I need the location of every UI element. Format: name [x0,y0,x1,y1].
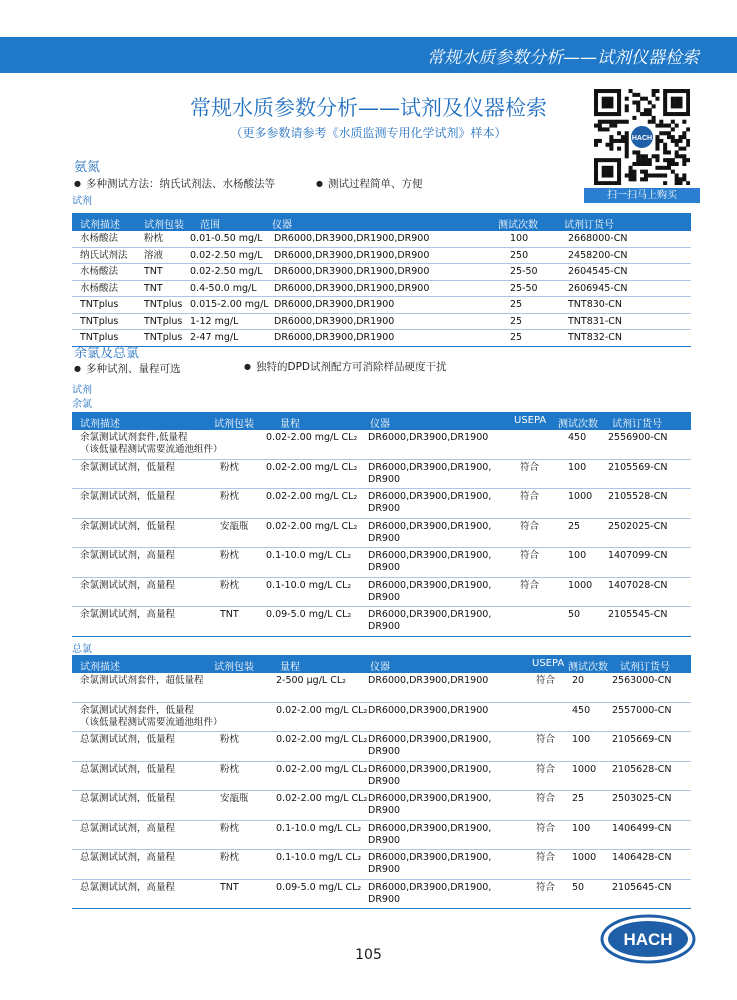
col-header: 量程 [280,419,300,430]
package-cell: 粉枕 [220,852,240,863]
table-cell: 2668000-CN [568,233,628,244]
order-number-cell: 1406428-CN [612,852,672,863]
test-count-cell: 100 [572,822,591,834]
instrument-cell-line2: DR900 [368,591,401,603]
table-row [72,673,691,702]
col-header: 测试次数 [568,662,608,673]
table-cell: 0.015-2.00 mg/L [190,299,269,310]
ammonia-section-title: 氨氮 [74,160,101,175]
table-row [72,313,691,330]
package-cell: TNT [220,609,239,620]
chlorine-bullet-2: ● 独特的DPD试剂配方可消除样品硬度干扰 [244,359,447,374]
test-count-cell: 100 [568,550,587,561]
instrument-cell: DR6000,DR3900,DR1900, [368,491,492,502]
instrument-cell-line2: DR900 [368,562,401,573]
reagent-note: （该低量程测试需要流通池组件） [80,716,223,728]
table-row [72,329,691,346]
package-cell: 粉枕 [220,579,240,591]
table-header [72,655,691,673]
range-cell: 0.02-2.00 mg/L CL₂ [266,432,358,443]
table-row [72,231,691,247]
logo-text: HACH [623,930,673,949]
table-cell: TNTplus [144,315,183,327]
range-cell: 0.09-5.0 mg/L CL₂ [266,609,352,620]
usepa-cell: 符合 [536,852,556,863]
range-cell: 0.02-2.00 mg/L CL₂ [276,763,368,775]
order-number-cell: 2105545-CN [608,609,668,620]
instrument-cell: DR6000,DR3900,DR1900, [368,550,492,561]
test-count-cell: 1000 [568,579,593,591]
test-count-cell: 100 [572,734,591,745]
table-cell: TNTplus [80,332,119,343]
instrument-cell: DR6000,DR3900,DR1900 [368,704,489,716]
order-number-cell: 2105528-CN [608,491,668,502]
test-count-cell: 450 [568,432,587,443]
table-cell: 100 [510,233,529,244]
order-number-cell: 2563000-CN [612,675,672,686]
table-cell: 2-47 mg/L [190,332,239,343]
reagent-description: 余氯测试试剂，低量程 [80,461,176,473]
order-number-cell: 2105569-CN [608,461,668,473]
table-row [72,247,691,264]
instrument-cell-line2: DR900 [368,473,401,485]
table-row [72,702,691,732]
table-cell: TNTplus [144,299,183,310]
col-header: 仪器 [370,419,390,430]
table-cell: 0.02-2.50 mg/L [190,249,263,261]
top-banner [0,37,737,73]
order-number-cell: 2557000-CN [612,704,672,716]
reagent-description: 总氯测试试剂，低量程 [80,734,176,745]
table-row [72,280,691,297]
reagent-description: 总氯测试试剂，低量程 [80,763,176,775]
col-header: 试剂描述 [80,662,120,673]
usepa-cell: 符合 [520,461,540,473]
table-cell: 水杨酸法 [80,282,119,294]
instrument-cell-line2: DR900 [368,864,401,875]
table-row [72,761,691,791]
ammonia-reagent-label: 试剂 [72,196,92,207]
range-cell: 0.02-2.00 mg/L CL₂ [266,520,358,532]
reagent-description: 余氯测试试剂，高量程 [80,550,176,561]
table-row [72,577,691,607]
instrument-cell-line2: DR900 [368,503,401,514]
range-cell: 0.02-2.00 mg/L CL₂ [276,704,368,716]
reagent-description: 总氯测试试剂，高量程 [80,822,176,834]
range-cell: 0.1-10.0 mg/L CL₂ [266,579,352,591]
table-row [72,790,691,820]
col-header: 测试次数 [498,220,538,231]
table-cell: 水杨酸法 [80,266,119,277]
instrument-cell: DR6000,DR3900,DR1900, [368,734,492,745]
test-count-cell: 25 [568,520,581,532]
instrument-cell-line2: DR900 [368,805,401,816]
instrument-cell: DR6000,DR3900,DR1900 [368,675,489,686]
reagent-description: 余氯测试试剂，高量程 [80,579,176,591]
table-row [72,430,691,459]
table-cell: TNT832-CN [568,332,623,343]
instrument-cell-line2: DR900 [368,621,401,632]
range-cell: 0.02-2.00 mg/L CL₂ [276,793,368,804]
col-header: 试剂包装 [214,419,254,430]
col-header: USEPA [514,415,547,426]
usepa-cell: 符合 [536,763,556,775]
table-row [72,488,691,518]
instrument-cell-line2: DR900 [368,834,401,846]
qr-logo-text: HACH [631,135,653,142]
table-cell: DR6000,DR3900,DR1900,DR900 [274,249,430,261]
instrument-cell-line2: DR900 [368,893,401,905]
col-header: USEPA [532,658,565,669]
order-number-cell: 2105628-CN [612,763,672,775]
table-cell: TNT [144,266,163,277]
order-number-cell: 1407028-CN [608,579,668,591]
ammonia-bullet-2: ● 测试过程简单、方便 [316,176,422,191]
table-cell: DR6000,DR3900,DR1900,DR900 [274,282,430,294]
reagent-note: （该低量程测试需要流通池组件） [80,444,223,455]
table-cell: 2606945-CN [568,282,628,294]
chlorine-reagent-label: 试剂 [72,385,92,396]
table-cell: 2458200-CN [568,249,628,261]
usepa-cell: 符合 [520,550,540,561]
chlorine-bullet-1: ● 多种试剂、量程可选 [74,361,180,376]
range-cell: 0.1-10.0 mg/L CL₂ [276,852,362,863]
reagent-description: 余氯测试试剂，低量程 [80,520,176,532]
order-number-cell: 2105645-CN [612,881,672,893]
table-row [72,879,691,909]
order-number-cell: 2502025-CN [608,520,668,532]
banner-title: 常规水质参数分析——试剂仪器检索 [427,48,699,68]
table-cell: 纳氏试剂法 [80,249,128,261]
instrument-cell-line2: DR900 [368,532,401,544]
test-count-cell: 50 [568,609,581,620]
package-cell: 粉枕 [220,822,240,834]
table-cell: DR6000,DR3900,DR1900,DR900 [274,233,430,244]
qr-caption: 扫一扫马上购买 [584,188,700,203]
col-header: 试剂订货号 [620,662,670,673]
test-count-cell: 450 [572,704,591,716]
usepa-cell: 符合 [536,675,556,686]
page-number: 105 [355,947,382,963]
table-row [72,459,691,489]
table-row [72,263,691,280]
col-header: 试剂描述 [80,220,120,231]
table-cell: 1-12 mg/L [190,315,239,327]
range-cell: 0.02-2.00 mg/L CL₂ [266,491,358,502]
free-chlorine-label: 余氯 [72,399,92,410]
range-cell: 0.09-5.0 mg/L CL₂ [276,881,362,893]
table-cell: DR6000,DR3900,DR1900 [274,332,395,343]
reagent-description: 余氯测试试剂，高量程 [80,609,176,620]
order-number-cell: 2105669-CN [612,734,672,745]
instrument-cell-line2: DR900 [368,746,401,757]
order-number-cell: 2503025-CN [612,793,672,804]
ammonia-bullet-1: ● 多种测试方法：纳氏试剂法、水杨酸法等 [74,176,275,191]
test-count-cell: 100 [568,461,587,473]
package-cell: TNT [220,881,239,893]
usepa-cell: 符合 [520,520,540,532]
reagent-description: 总氯测试试剂，高量程 [80,852,176,863]
test-count-cell: 25 [572,793,585,804]
table-cell: DR6000,DR3900,DR1900 [274,299,395,310]
reagent-description: 余氯测试试剂，低量程 [80,491,176,502]
col-header: 量程 [280,662,300,673]
usepa-cell: 符合 [536,822,556,834]
range-cell: 0.02-2.00 mg/L CL₂ [276,734,368,745]
package-cell: 粉枕 [220,763,240,775]
reagent-description: 余氯测试试剂套件，超低量程 [80,675,204,686]
order-number-cell: 1406499-CN [612,822,672,834]
table-cell: TNT830-CN [568,299,623,310]
table-cell: DR6000,DR3900,DR1900,DR900 [274,266,430,277]
table-cell: TNTplus [80,315,119,327]
range-cell: 0.02-2.00 mg/L CL₂ [266,461,358,473]
package-cell: 粉枕 [220,491,240,502]
test-count-cell: 1000 [572,763,597,775]
table-row [72,849,691,879]
total-chlorine-label: 总氯 [72,644,92,655]
col-header: 试剂包装 [144,220,184,231]
reagent-description: 总氯测试试剂，低量程 [80,793,176,804]
package-cell: 粉枕 [220,734,240,745]
test-count-cell: 1000 [572,852,597,863]
table-cell: 25 [510,332,523,343]
range-cell: 0.1-10.0 mg/L CL₂ [276,822,362,834]
order-number-cell: 2556900-CN [608,432,668,443]
table-cell: 25 [510,315,523,327]
table-row [72,820,691,850]
table-cell: DR6000,DR3900,DR1900 [274,315,395,327]
usepa-cell: 符合 [536,734,556,745]
table-cell: 250 [510,249,529,261]
usepa-cell: 符合 [520,491,540,502]
instrument-cell: DR6000,DR3900,DR1900, [368,852,492,863]
instrument-cell: DR6000,DR3900,DR1900, [368,579,492,591]
table-cell: 0.4-50.0 mg/L [190,282,257,294]
total-chlorine-table [72,655,691,909]
range-cell: 0.1-10.0 mg/L CL₂ [266,550,352,561]
package-cell: 安瓿瓶 [220,520,249,532]
table-row [72,296,691,313]
table-cell: TNT [144,282,163,294]
table-row [72,606,691,636]
hach-logo [600,914,696,964]
qr-code[interactable] [594,89,690,185]
instrument-cell: DR6000,DR3900,DR1900, [368,520,492,532]
table-row [72,547,691,577]
page-title: 常规水质参数分析——试剂及仪器检索 [190,96,547,120]
table-cell: TNTplus [144,332,183,343]
usepa-cell: 符合 [520,579,540,591]
table-cell: 0.02-2.50 mg/L [190,266,263,277]
test-count-cell: 1000 [568,491,593,502]
ammonia-table [72,213,691,347]
instrument-cell: DR6000,DR3900,DR1900, [368,881,492,893]
instrument-cell: DR6000,DR3900,DR1900, [368,822,492,834]
table-cell: 0.01-0.50 mg/L [190,233,263,244]
col-header: 范围 [200,220,220,231]
instrument-cell: DR6000,DR3900,DR1900, [368,609,492,620]
col-header: 仪器 [370,662,390,673]
package-cell: 粉枕 [220,550,240,561]
col-header: 试剂包装 [214,662,254,673]
table-header [72,412,691,430]
col-header: 测试次数 [558,419,598,430]
table-cell: 25-50 [510,266,538,277]
table-cell: 2604545-CN [568,266,628,277]
col-header: 试剂描述 [80,419,120,430]
col-header: 试剂订货号 [612,419,662,430]
instrument-cell: DR6000,DR3900,DR1900 [368,432,489,443]
table-header [72,213,691,231]
table-cell: TNT831-CN [568,315,623,327]
table-cell: 25-50 [510,282,538,294]
col-header: 仪器 [272,220,292,231]
free-chlorine-table [72,412,691,637]
test-count-cell: 20 [572,675,585,686]
instrument-cell: DR6000,DR3900,DR1900, [368,461,492,473]
table-cell: 粉枕 [144,233,164,244]
test-count-cell: 50 [572,881,585,893]
chlorine-section-title: 余氯及总氯 [74,346,140,361]
col-header: 试剂订货号 [564,220,614,231]
reagent-description: 余氯测试试剂套件，低量程 [80,704,195,716]
table-cell: 水杨酸法 [80,233,119,244]
order-number-cell: 1407099-CN [608,550,668,561]
table-cell: 25 [510,299,523,310]
table-cell: 溶液 [144,249,164,261]
reagent-description: 总氯测试试剂，高量程 [80,881,176,893]
package-cell: 粉枕 [220,461,240,473]
package-cell: 安瓿瓶 [220,793,249,804]
instrument-cell: DR6000,DR3900,DR1900, [368,793,492,804]
table-row [72,518,691,548]
instrument-cell-line2: DR900 [368,775,401,787]
page-subtitle: （更多参数请参考《水质监测专用化学试剂》样本） [230,126,507,140]
usepa-cell: 符合 [536,881,556,893]
table-cell: TNTplus [80,299,119,310]
table-row [72,731,691,761]
reagent-description: 余氯测试试剂套件,低量程 [80,432,188,443]
instrument-cell: DR6000,DR3900,DR1900, [368,763,492,775]
usepa-cell: 符合 [536,793,556,804]
range-cell: 2-500 μg/L CL₂ [276,675,346,686]
